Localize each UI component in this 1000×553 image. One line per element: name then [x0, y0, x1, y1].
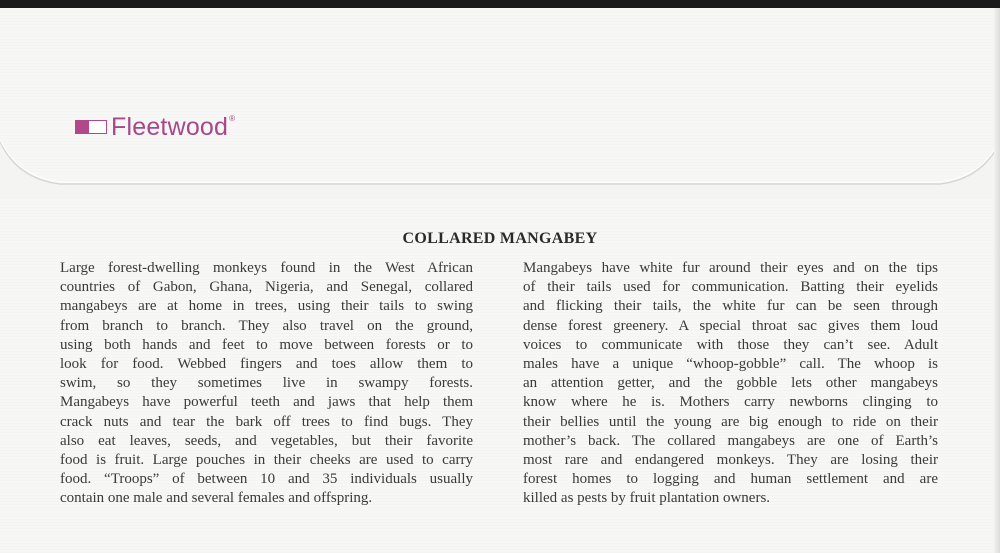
text-line: look for food. Webbed fingers and toes allow them to: [60, 356, 473, 373]
text-line: using both hands and feet to move between forests or to: [60, 336, 473, 353]
text-line: crack nuts and tear the bark off trees to find bugs. They: [60, 413, 473, 430]
text-line: swim, so they sometimes live in swampy forests.: [60, 375, 473, 392]
fleetwood-logo: [75, 110, 235, 144]
text-line: Mangabeys have powerful teeth and jaws that help them: [60, 394, 473, 411]
left-column-text: [60, 259, 473, 509]
right-column-text: [523, 259, 938, 509]
text-line: countries of Gabon, Ghana, Nigeria, and Senegal, collared: [60, 279, 473, 296]
text-line: voices to communicate with those they can’t see. Adult: [523, 336, 938, 353]
text-line: an attention getter, and the gobble lets other mangabeys: [523, 375, 938, 392]
text-line: Mangabeys have white fur around their eyes and on the tips: [523, 260, 938, 276]
article-title: COLLARED MANGABEY: [402, 230, 598, 247]
text-line: Large forest-dwelling monkeys found in the West African: [60, 260, 473, 276]
envelope-edge: [994, 8, 1000, 553]
text-line: of their tails used for communication. Batting their eyelids: [523, 279, 938, 296]
envelope-flap: [0, 8, 1000, 198]
text-line: also eat leaves, seeds, and vegetables, but their favorite: [60, 432, 473, 449]
flap-outline: [0, 8, 1000, 198]
text-line: mangabeys are at home in trees, using their tails to swing: [60, 298, 473, 315]
text-line: know where he is. Mothers carry newborns clinging to: [523, 394, 938, 411]
text-line: forest homes to logging and human settlement and are: [523, 471, 938, 488]
text-line: from branch to branch. They also travel on the ground,: [60, 317, 473, 334]
brand-name: Fleetwood: [111, 112, 229, 141]
text-line: males have a unique “whoop-gobble” call. The whoop is: [523, 356, 938, 373]
text-line: most rare and endangered monkeys. They are losing their: [523, 452, 938, 469]
text-line: food is fruit. Large pouches in their cheeks are used to carry: [60, 452, 473, 469]
text-line: food. “Troops” of between 10 and 35 individuals usually: [60, 471, 473, 488]
fleetwood-logo-icon: [75, 120, 107, 134]
text-line: dense forest greenery. A special throat sac gives them loud: [523, 317, 938, 334]
text-line: and flicking their tails, the white fur can be seen through: [523, 298, 938, 315]
text-line: killed as pests by fruit plantation owners.: [523, 490, 771, 507]
text-line: mother’s back. The collared mangabeys are one of Earth’s: [523, 432, 938, 449]
envelope-back: [0, 8, 1000, 553]
text-line: their bellies until the young are big enough to ride on their: [523, 413, 938, 430]
text-line: contain one male and several females and offspring.: [60, 490, 373, 507]
registered-mark: ®: [229, 113, 236, 123]
